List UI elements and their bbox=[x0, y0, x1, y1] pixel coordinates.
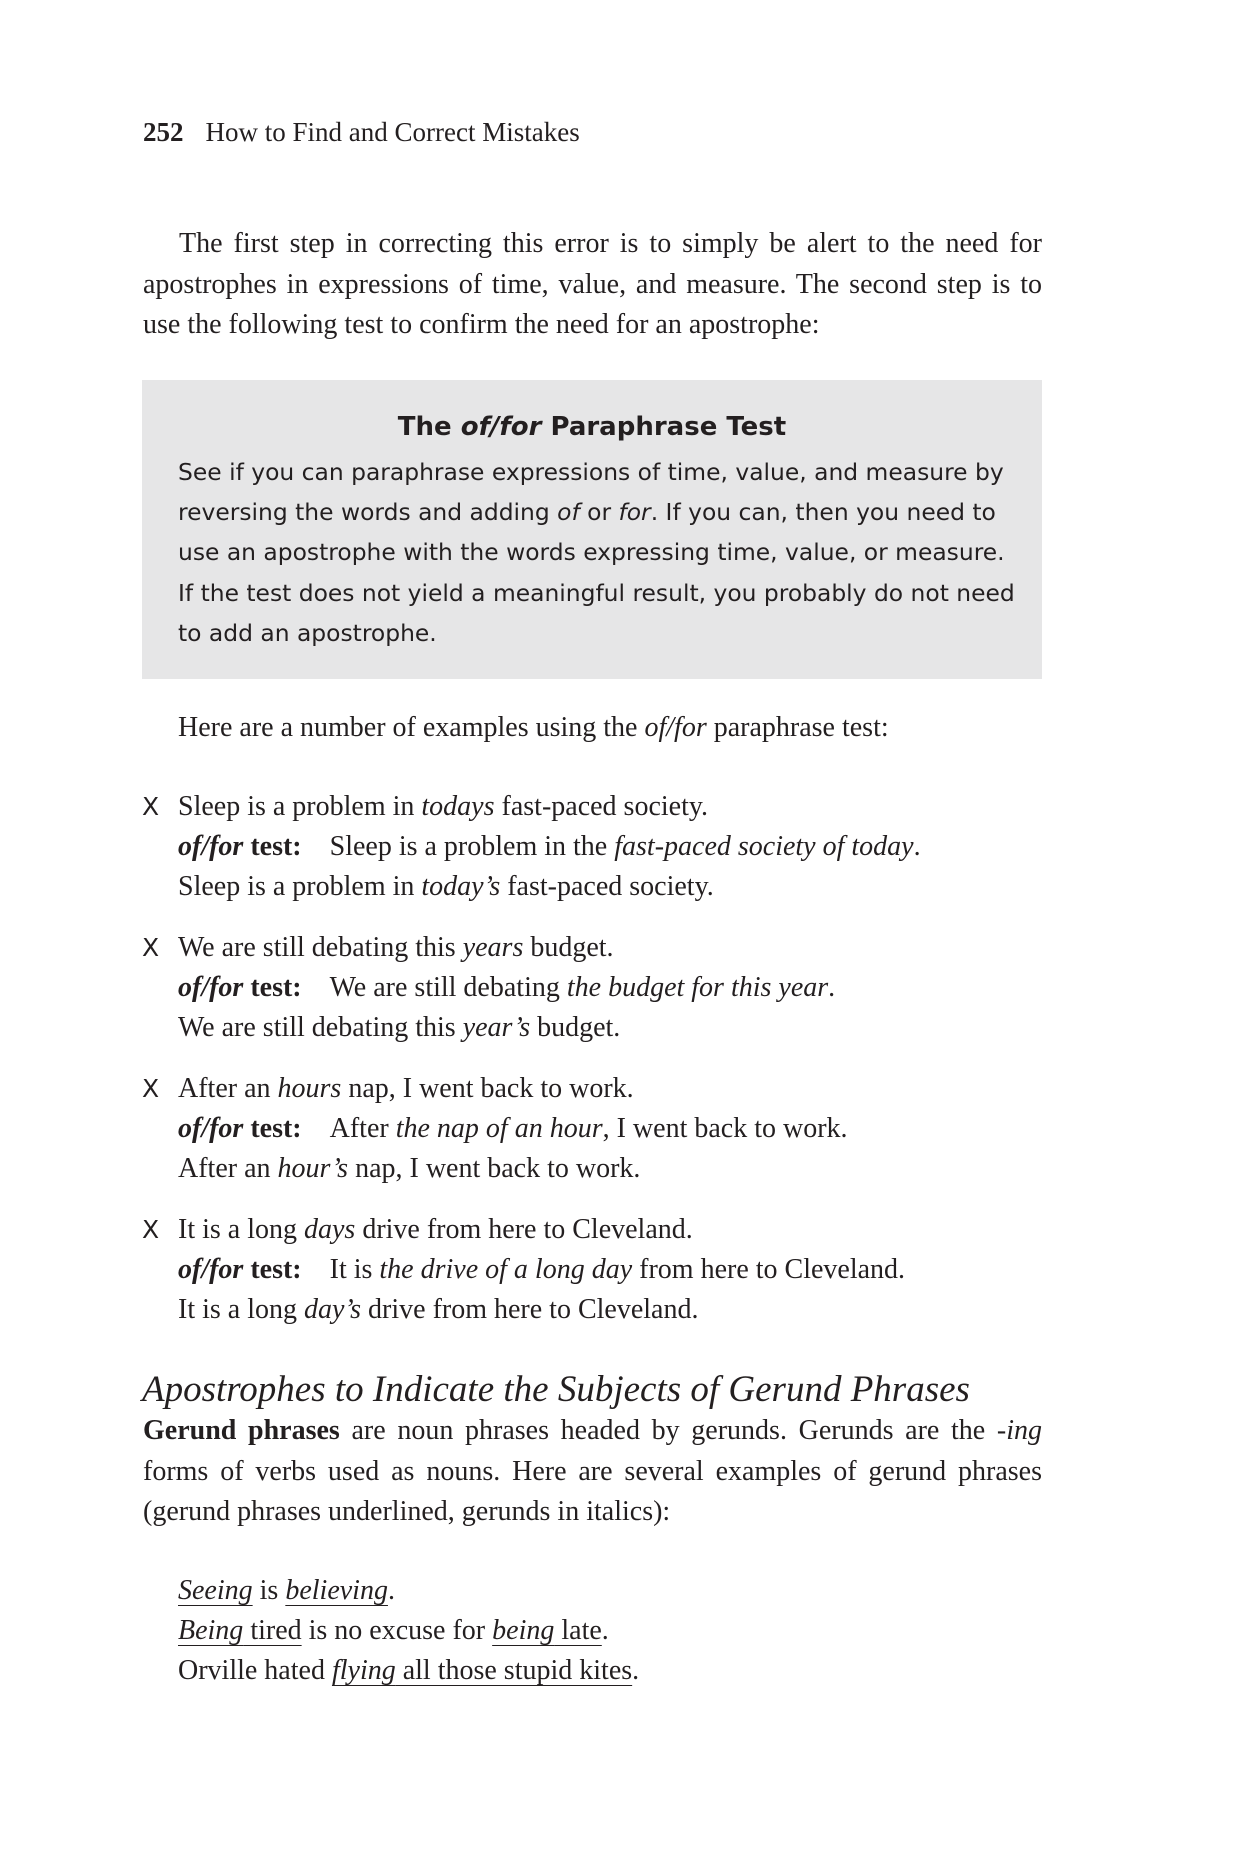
examples-intro: Here are a number of examples using the of/for paraphrase test: bbox=[178, 712, 889, 743]
example-test: of/for test: After the nap of an hour, I went back to work. bbox=[178, 1113, 848, 1144]
section-heading: Apostrophes to Indicate the Subjects of Gerund Phrases bbox=[142, 1369, 970, 1410]
example-wrong: We are still debating this years budget. bbox=[178, 932, 614, 963]
example-correct: Sleep is a problem in today’s fast-paced society. bbox=[178, 871, 714, 902]
example-wrong: Sleep is a problem in todays fast-paced society. bbox=[178, 791, 709, 822]
example-wrong: It is a long days drive from here to Cleveland. bbox=[178, 1214, 693, 1245]
bold-term: Gerund phrases bbox=[143, 1415, 340, 1446]
error-mark: X bbox=[142, 792, 160, 821]
error-mark: X bbox=[142, 1074, 160, 1103]
page-number: 252 bbox=[143, 117, 184, 147]
intro-paragraph bbox=[143, 224, 1042, 346]
example-test: of/for test: We are still debating the budget for this year. bbox=[178, 972, 836, 1003]
test-label: of/for test: bbox=[178, 1254, 302, 1285]
running-head bbox=[143, 112, 580, 152]
test-box-title: The of/for Paraphrase Test bbox=[397, 412, 787, 442]
chapter-title: How to Find and Correct Mistakes bbox=[205, 117, 580, 147]
example-test: of/for test: Sleep is a problem in the fast-paced society of today. bbox=[178, 831, 921, 862]
test-label: of/for test: bbox=[178, 1113, 302, 1144]
error-mark: X bbox=[142, 933, 160, 962]
test-box-body: See if you can paraphrase expressions of time, value, and measure by reversing the words and adding of or for. If you can, then you need to use an apostrophe with the words expressing time, value, or measure. If the test does not yield a meaningful result, you probably do not need to add an apostrophe. bbox=[178, 458, 1015, 647]
section-paragraph: Gerund phrases are noun phrases headed by gerunds. Gerunds are the -ing forms of verbs used as nouns. Here are several examples of gerund phrases (gerund phrases underlined, gerunds in italics): bbox=[143, 1415, 1042, 1527]
example-correct: We are still debating this year’s budget. bbox=[178, 1012, 621, 1043]
gerund-example-line: Being tired is no excuse for being late. bbox=[178, 1615, 609, 1646]
example-wrong: After an hours nap, I went back to work. bbox=[178, 1073, 634, 1104]
test-box bbox=[142, 380, 1042, 679]
example-correct: It is a long day’s drive from here to Cleveland. bbox=[178, 1294, 699, 1325]
test-label: of/for test: bbox=[178, 972, 302, 1003]
example-correct: After an hour’s nap, I went back to work. bbox=[178, 1153, 641, 1184]
gerund-example-line: Seeing is believing. bbox=[178, 1575, 395, 1606]
example-test: of/for test: It is the drive of a long day from here to Cleveland. bbox=[178, 1254, 906, 1285]
error-mark: X bbox=[142, 1215, 160, 1244]
test-label: of/for test: bbox=[178, 831, 302, 862]
intro-text: The first step in correcting this error is to simply be alert to the need for apostrophes in expressions of time, value, and measure. The second step is to use the following test to confirm the need for an apostrophe: bbox=[143, 228, 1042, 340]
gerund-example-line: Orville hated flying all those stupid kites. bbox=[178, 1655, 640, 1686]
